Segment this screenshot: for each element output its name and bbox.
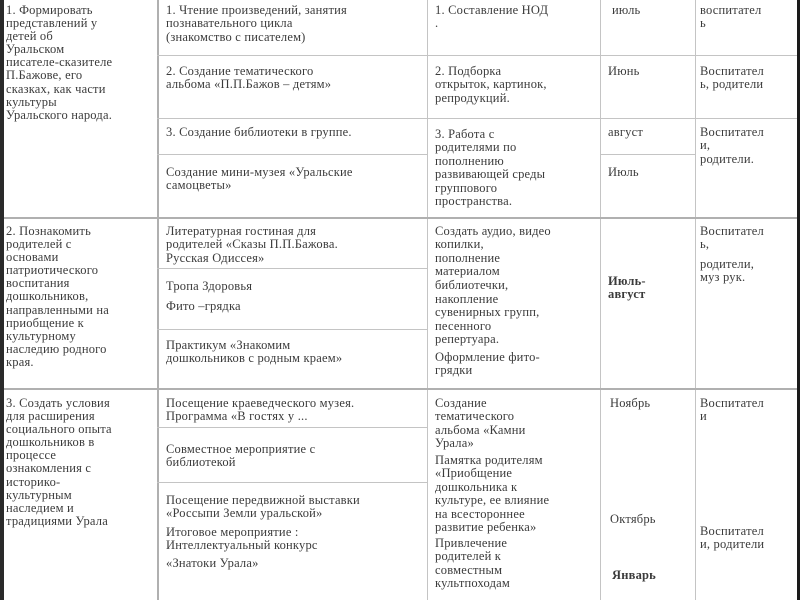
work-cell: 1. Составление НОД . xyxy=(435,3,549,31)
date-cell: август xyxy=(608,125,644,139)
activity-cell: Создание мини-музея «Уральские самоцветы» xyxy=(166,165,353,193)
work-cell: 2. Подборка открыток, картинок, репродукций. xyxy=(435,64,547,105)
row-divider xyxy=(600,154,695,155)
row-divider xyxy=(157,427,427,428)
activity-cell: Итоговое мероприятие : Интеллектуальный конкурс xyxy=(166,525,318,553)
date-cell: Июнь xyxy=(608,64,640,78)
responsible-cell: Воспитател ь, xyxy=(700,224,764,252)
activity-cell: Посещение передвижной выставки «Россыпи Земли уральской» xyxy=(166,493,360,521)
responsible-cell: Воспитател ь, родители xyxy=(700,64,764,92)
work-cell: 3. Работа с родителями по пополнению развивающей среды группового пространства. xyxy=(435,127,546,209)
activity-cell: Тропа Здоровья xyxy=(166,279,253,293)
date-cell: июль xyxy=(612,3,641,17)
work-cell: Памятка родителям «Приобщение дошкольника к культуре, ее влияние на всестороннее развитие ребенка» xyxy=(435,453,550,535)
work-cell: Создать аудио, видео копилки, пополнение материалом библиотечки, xyxy=(435,224,551,292)
date-cell: Октябрь xyxy=(610,512,656,526)
responsible-cell: Воспитател и, родители. xyxy=(700,125,764,166)
slide-edge xyxy=(0,0,4,600)
date-cell: Июль- август xyxy=(608,274,646,302)
work-cell: Создание тематического альбома «Камни Урала» xyxy=(435,396,526,451)
date-cell: Июль xyxy=(608,165,639,179)
row-divider xyxy=(157,118,800,119)
activity-cell: 1. Чтение произведений, занятия познавательного цикла (знакомство с писателем) xyxy=(166,3,347,44)
activity-cell: Посещение краеведческого музея. Программа «В гостях у ... xyxy=(166,396,355,424)
date-cell: Январь xyxy=(612,568,656,582)
row-divider xyxy=(157,154,427,155)
activity-cell: Фито –грядка xyxy=(166,299,241,313)
row-divider xyxy=(0,388,800,390)
row-divider xyxy=(157,482,427,483)
column-divider xyxy=(600,0,601,600)
activity-cell: 2. Создание тематического альбома «П.П.Бажов – детям» xyxy=(166,64,332,92)
goal-cell: 2. Познакомить родителей с основами патриотического воспитания дошкольников, направленными на приобщение к культурному наследию родного края. xyxy=(6,224,110,369)
activity-cell: 3. Создание библиотеки в группе. xyxy=(166,125,352,139)
responsible-cell: воспитател ь xyxy=(700,3,762,31)
date-cell: Ноябрь xyxy=(610,396,651,410)
activity-cell: Литературная гостиная для родителей «Сказы П.П.Бажова. Русская Одиссея» xyxy=(166,224,338,265)
row-divider xyxy=(157,55,800,56)
responsible-cell: Воспитател и, родители xyxy=(700,524,765,552)
work-cell: Оформление фито- грядки xyxy=(435,350,540,378)
row-divider xyxy=(157,329,427,330)
column-divider xyxy=(427,0,428,600)
activity-cell: Практикум «Знакомим дошкольников с родным краем» xyxy=(166,338,343,366)
goal-cell: 1. Формировать представлений у детей об Уральском писателе-сказителе П.Бажове, его сказках, как части культуры Уральского народа. xyxy=(6,3,113,122)
work-cell: Привлечение родителей к совместным культпоходам xyxy=(435,536,511,591)
column-divider xyxy=(695,0,696,600)
activity-cell: Совместное мероприятие с библиотекой xyxy=(166,442,316,470)
responsible-cell: Воспитател и xyxy=(700,396,764,424)
activity-cell: «Знатоки Урала» xyxy=(166,556,259,570)
column-divider xyxy=(157,0,159,600)
goal-cell: 3. Создать условия для расширения социального опыта дошкольников в процессе ознакомления с историко- культурным наследием и традициями Урала xyxy=(6,396,112,528)
work-cell: накопление сувенирных групп, песенного репертуара. xyxy=(435,292,540,347)
responsible-cell: родители, муз рук. xyxy=(700,257,755,285)
row-divider xyxy=(0,217,800,219)
row-divider xyxy=(157,268,427,269)
